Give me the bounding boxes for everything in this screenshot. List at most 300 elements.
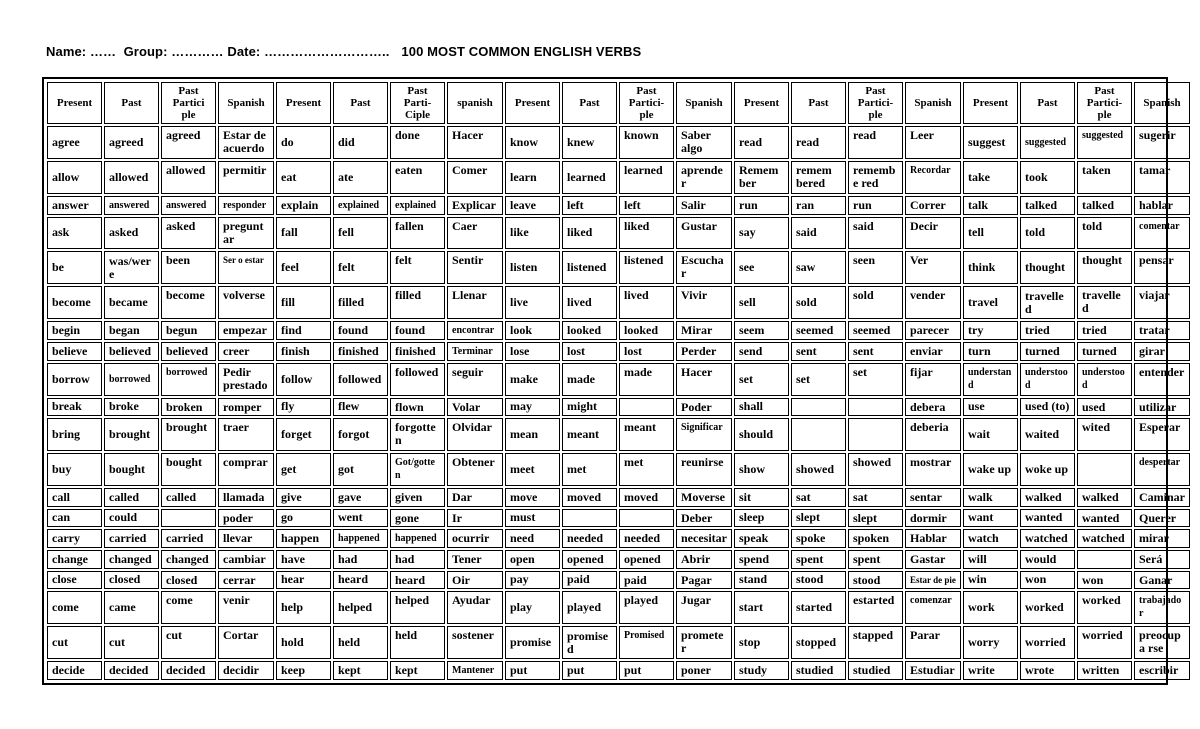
table-cell: read [848, 126, 903, 159]
table-cell: written [1077, 661, 1132, 680]
table-cell: turned [1077, 342, 1132, 361]
table-cell: got [333, 453, 388, 486]
table-cell: could [104, 509, 159, 528]
table-cell: say [734, 217, 789, 250]
table-cell: met [619, 453, 674, 486]
table-row [47, 661, 1190, 680]
table-cell: took [1020, 161, 1075, 194]
column-header: Present [505, 82, 560, 124]
table-cell: held [390, 626, 445, 659]
table-cell: waited [1020, 418, 1075, 451]
column-header: Past [1020, 82, 1075, 124]
table-cell: pay [505, 571, 560, 590]
table-cell: write [963, 661, 1018, 680]
table-cell: volverse [218, 286, 274, 319]
table-cell: help [276, 591, 331, 624]
column-header: Spanish [218, 82, 274, 124]
table-cell: worked [1020, 591, 1075, 624]
table-cell: set [734, 363, 789, 396]
table-cell: carried [104, 529, 159, 548]
table-cell: fly [276, 398, 331, 417]
table-cell: studied [791, 661, 846, 680]
table-row [47, 453, 1190, 486]
table-cell: meant [619, 418, 674, 451]
table-cell: watched [1020, 529, 1075, 548]
table-cell [161, 509, 216, 528]
table-cell: agreed [104, 126, 159, 159]
table-cell: Leer [905, 126, 961, 159]
table-cell: won [1077, 571, 1132, 590]
table-cell: hear [276, 571, 331, 590]
table-cell: tratar [1134, 321, 1190, 340]
table-cell: held [333, 626, 388, 659]
table-cell: sleep [734, 509, 789, 528]
table-cell: changed [161, 550, 216, 569]
table-cell: meet [505, 453, 560, 486]
table-cell: live [505, 286, 560, 319]
table-cell: Got/gotten [390, 453, 445, 486]
table-cell [1077, 453, 1132, 486]
table-cell: stopped [791, 626, 846, 659]
table-cell: fell [333, 217, 388, 250]
table-cell: found [333, 321, 388, 340]
table-cell: Hablar [905, 529, 961, 548]
table-cell: turn [963, 342, 1018, 361]
table-cell: study [734, 661, 789, 680]
table-cell: despertar [1134, 453, 1190, 486]
table-cell: began [104, 321, 159, 340]
table-cell: Estar de pie [905, 571, 961, 590]
table-cell: flown [390, 398, 445, 417]
table-cell: brought [161, 418, 216, 451]
table-cell: explain [276, 196, 331, 215]
table-cell: Poder [676, 398, 732, 417]
table-cell: became [104, 286, 159, 319]
table-cell: Abrir [676, 550, 732, 569]
table-cell: make [505, 363, 560, 396]
table-cell: cut [104, 626, 159, 659]
column-header: Past Partici- ple [619, 82, 674, 124]
table-cell: Significar [676, 418, 732, 451]
table-cell: run [734, 196, 789, 215]
table-cell: Ser o estar [218, 251, 274, 284]
table-cell: understand [963, 363, 1018, 396]
table-cell: suggested [1077, 126, 1132, 159]
table-cell: left [619, 196, 674, 215]
table-cell: break [47, 398, 102, 417]
table-cell: moved [562, 488, 617, 507]
table-cell: Caminar [1134, 488, 1190, 507]
table-cell: Remem ber [734, 161, 789, 194]
table-cell: llamada [218, 488, 274, 507]
table-cell [1077, 550, 1132, 569]
table-cell: hablar [1134, 196, 1190, 215]
table-cell: Cortar [218, 626, 274, 659]
table-cell: suggest [963, 126, 1018, 159]
table-row [47, 126, 1190, 159]
table-cell: answer [47, 196, 102, 215]
date-field: Date: ……………………….. [227, 44, 390, 59]
table-cell: walk [963, 488, 1018, 507]
table-cell: answered [161, 196, 216, 215]
table-cell: read [791, 126, 846, 159]
table-cell: begun [161, 321, 216, 340]
table-row [47, 509, 1190, 528]
table-cell: follow [276, 363, 331, 396]
table-cell: stapped [848, 626, 903, 659]
table-cell: viajar [1134, 286, 1190, 319]
table-cell: used [1077, 398, 1132, 417]
table-cell: wited [1077, 418, 1132, 451]
table-cell: cerrar [218, 571, 274, 590]
table-cell: seemed [791, 321, 846, 340]
table-row [47, 321, 1190, 340]
table-cell: girar [1134, 342, 1190, 361]
table-cell: Moverse [676, 488, 732, 507]
table-cell: know [505, 126, 560, 159]
table-cell: Gustar [676, 217, 732, 250]
table-header-row [47, 82, 1190, 124]
table-cell: stop [734, 626, 789, 659]
table-row [47, 363, 1190, 396]
table-cell: wake up [963, 453, 1018, 486]
table-cell: bought [161, 453, 216, 486]
table-cell: take [963, 161, 1018, 194]
column-header: Present [276, 82, 331, 124]
table-cell: wanted [1077, 509, 1132, 528]
column-header: spanish [447, 82, 503, 124]
column-header: Past [333, 82, 388, 124]
table-cell: Terminar [447, 342, 503, 361]
table-cell: seemed [848, 321, 903, 340]
table-cell: allow [47, 161, 102, 194]
table-cell: tamar [1134, 161, 1190, 194]
table-cell: worked [1077, 591, 1132, 624]
table-cell: Vivir [676, 286, 732, 319]
table-cell: spent [848, 550, 903, 569]
table-cell: Estudiar [905, 661, 961, 680]
table-cell: forgotten [390, 418, 445, 451]
table-cell: see [734, 251, 789, 284]
table-cell [619, 509, 674, 528]
table-cell: mean [505, 418, 560, 451]
table-cell: Decir [905, 217, 961, 250]
table-cell: started [791, 591, 846, 624]
table-cell: met [562, 453, 617, 486]
table-cell: Explicar [447, 196, 503, 215]
table-cell: called [104, 488, 159, 507]
table-cell: come [47, 591, 102, 624]
table-cell: do [276, 126, 331, 159]
table-cell: listened [562, 251, 617, 284]
table-cell: Dar [447, 488, 503, 507]
table-cell: bring [47, 418, 102, 451]
table-cell: sentar [905, 488, 961, 507]
table-cell: agreed [161, 126, 216, 159]
table-cell: sat [791, 488, 846, 507]
table-cell: entender [1134, 363, 1190, 396]
table-cell: closed [104, 571, 159, 590]
table-cell: Promised [619, 626, 674, 659]
column-header: Present [47, 82, 102, 124]
table-row [47, 196, 1190, 215]
table-cell: preguntar [218, 217, 274, 250]
table-cell: poner [676, 661, 732, 680]
table-cell: seen [848, 251, 903, 284]
table-cell: lost [562, 342, 617, 361]
table-cell: studied [848, 661, 903, 680]
table-cell: Correr [905, 196, 961, 215]
table-row [47, 398, 1190, 417]
table-cell: needed [619, 529, 674, 548]
table-cell: explained [390, 196, 445, 215]
table-cell: tried [1077, 321, 1132, 340]
table-cell: dormir [905, 509, 961, 528]
table-cell: give [276, 488, 331, 507]
table-cell [791, 398, 846, 417]
table-cell: cambiar [218, 550, 274, 569]
table-cell: showed [791, 453, 846, 486]
table-cell: become [161, 286, 216, 319]
table-cell: carry [47, 529, 102, 548]
table-cell: paid [619, 571, 674, 590]
table-cell: believed [161, 342, 216, 361]
table-cell: given [390, 488, 445, 507]
table-cell: Querer [1134, 509, 1190, 528]
table-cell: borrow [47, 363, 102, 396]
table-row [47, 488, 1190, 507]
table-cell: broken [161, 398, 216, 417]
table-cell: creer [218, 342, 274, 361]
column-header: Spanish [676, 82, 732, 124]
table-cell: preocupa rse [1134, 626, 1190, 659]
table-cell: talked [1020, 196, 1075, 215]
table-row [47, 591, 1190, 624]
table-cell: filled [333, 286, 388, 319]
table-cell: had [333, 550, 388, 569]
table-cell: can [47, 509, 102, 528]
table-cell: happened [390, 529, 445, 548]
column-header: Past Partici- ple [1077, 82, 1132, 124]
table-cell: set [791, 363, 846, 396]
table-cell: estarted [848, 591, 903, 624]
table-cell: flew [333, 398, 388, 417]
table-row [47, 550, 1190, 569]
table-cell: Tener [447, 550, 503, 569]
table-cell: liked [619, 217, 674, 250]
table-cell: send [734, 342, 789, 361]
table-cell: comenzar [905, 591, 961, 624]
table-row [47, 529, 1190, 548]
table-cell: comentar [1134, 217, 1190, 250]
table-cell: walked [1077, 488, 1132, 507]
table-cell: Perder [676, 342, 732, 361]
table-cell: Comer [447, 161, 503, 194]
table-cell: Deber [676, 509, 732, 528]
table-cell: helped [390, 591, 445, 624]
table-cell: came [104, 591, 159, 624]
table-cell: think [963, 251, 1018, 284]
table-cell: gone [390, 509, 445, 528]
table-cell: believe [47, 342, 102, 361]
table-cell: permitir [218, 161, 274, 194]
table-cell: promise [505, 626, 560, 659]
table-cell: sit [734, 488, 789, 507]
table-cell: understood [1077, 363, 1132, 396]
table-cell: Ganar [1134, 571, 1190, 590]
table-cell: sat [848, 488, 903, 507]
table-cell: ocurrir [447, 529, 503, 548]
table-cell: allowed [104, 161, 159, 194]
column-header: Past [104, 82, 159, 124]
table-cell: want [963, 509, 1018, 528]
table-cell: stand [734, 571, 789, 590]
table-row [47, 286, 1190, 319]
table-cell: like [505, 217, 560, 250]
table-cell: asked [104, 217, 159, 250]
table-cell [619, 398, 674, 417]
table-cell: hold [276, 626, 331, 659]
table-cell: speak [734, 529, 789, 548]
table-cell: start [734, 591, 789, 624]
table-cell: was/were [104, 251, 159, 284]
table-cell: slept [848, 509, 903, 528]
table-cell: become [47, 286, 102, 319]
table-cell: carried [161, 529, 216, 548]
table-row [47, 161, 1190, 194]
table-cell: remembe red [848, 161, 903, 194]
table-cell: moved [619, 488, 674, 507]
table-cell: lived [562, 286, 617, 319]
table-cell: followed [390, 363, 445, 396]
column-header: Past Partici- ple [848, 82, 903, 124]
table-row [47, 251, 1190, 284]
table-cell: felt [333, 251, 388, 284]
table-cell: paid [562, 571, 617, 590]
table-cell: leave [505, 196, 560, 215]
table-cell: enviar [905, 342, 961, 361]
column-header: Spanish [905, 82, 961, 124]
table-cell: prometer [676, 626, 732, 659]
table-row [47, 626, 1190, 659]
table-cell: find [276, 321, 331, 340]
table-cell: put [562, 661, 617, 680]
table-cell: spend [734, 550, 789, 569]
table-cell: buy [47, 453, 102, 486]
table-cell: cut [161, 626, 216, 659]
table-cell: learned [619, 161, 674, 194]
table-cell: slept [791, 509, 846, 528]
table-cell: won [1020, 571, 1075, 590]
table-cell: wait [963, 418, 1018, 451]
column-header: Past Parti- Ciple [390, 82, 445, 124]
table-cell: traer [218, 418, 274, 451]
table-cell: asked [161, 217, 216, 250]
table-cell: finish [276, 342, 331, 361]
table-cell: answered [104, 196, 159, 215]
table-cell [791, 418, 846, 451]
table-cell: saw [791, 251, 846, 284]
table-cell: found [390, 321, 445, 340]
table-cell: Sentir [447, 251, 503, 284]
table-cell: Saber algo [676, 126, 732, 159]
table-cell: sold [791, 286, 846, 319]
table-cell: watch [963, 529, 1018, 548]
table-cell: looked [562, 321, 617, 340]
table-cell: agree [47, 126, 102, 159]
table-row [47, 418, 1190, 451]
table-cell: Hacer [676, 363, 732, 396]
table-cell: played [562, 591, 617, 624]
table-cell: look [505, 321, 560, 340]
table-cell: stood [791, 571, 846, 590]
column-header: Present [963, 82, 1018, 124]
table-cell: escribir [1134, 661, 1190, 680]
table-cell: travelled [1020, 286, 1075, 319]
table-cell: allowed [161, 161, 216, 194]
table-cell: Olvidar [447, 418, 503, 451]
table-cell: taken [1077, 161, 1132, 194]
table-cell: necesitar [676, 529, 732, 548]
table-cell: brought [104, 418, 159, 451]
table-cell: tried [1020, 321, 1075, 340]
table-cell: known [619, 126, 674, 159]
table-cell: knew [562, 126, 617, 159]
table-cell: used (to) [1020, 398, 1075, 417]
table-cell: trabajador [1134, 591, 1190, 624]
table-cell: empezar [218, 321, 274, 340]
table-cell: played [619, 591, 674, 624]
table-cell: decided [161, 661, 216, 680]
table-cell: utilizar [1134, 398, 1190, 417]
table-cell: travelled [1077, 286, 1132, 319]
table-cell: wrote [1020, 661, 1075, 680]
table-cell: Pagar [676, 571, 732, 590]
table-cell: Ayudar [447, 591, 503, 624]
table-cell: sostener [447, 626, 503, 659]
table-cell: be [47, 251, 102, 284]
table-cell: Ver [905, 251, 961, 284]
table-cell: forget [276, 418, 331, 451]
table-cell: said [848, 217, 903, 250]
table-cell: spoke [791, 529, 846, 548]
worksheet-header [46, 44, 641, 59]
table-cell: talk [963, 196, 1018, 215]
table-cell: Ir [447, 509, 503, 528]
table-cell: Oir [447, 571, 503, 590]
table-cell: helped [333, 591, 388, 624]
table-cell: poder [218, 509, 274, 528]
table-cell: heard [390, 571, 445, 590]
table-cell: Recordar [905, 161, 961, 194]
table-cell: may [505, 398, 560, 417]
table-cell: seem [734, 321, 789, 340]
table-cell: stood [848, 571, 903, 590]
table-cell: should [734, 418, 789, 451]
worksheet-title: 100 MOST COMMON ENGLISH VERBS [401, 44, 642, 59]
table-row [47, 217, 1190, 250]
table-row [47, 571, 1190, 590]
table-cell: made [619, 363, 674, 396]
group-field: Group: ………… [123, 44, 224, 59]
table-cell: llevar [218, 529, 274, 548]
table-cell: opened [562, 550, 617, 569]
table-cell: close [47, 571, 102, 590]
table-cell: romper [218, 398, 274, 417]
table-cell: use [963, 398, 1018, 417]
table-cell: forgot [333, 418, 388, 451]
table-cell: change [47, 550, 102, 569]
